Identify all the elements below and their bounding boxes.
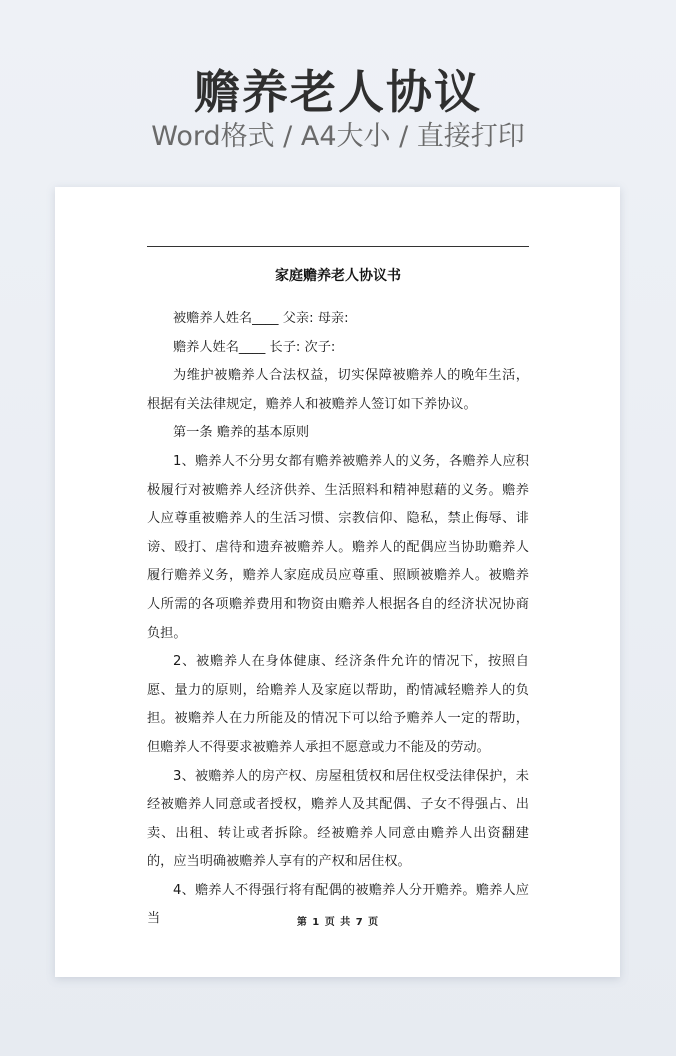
article-heading: 第一条 赡养的基本原则 bbox=[173, 425, 310, 441]
banner-subtitle: Word格式 / A4大小 / 直接打印 bbox=[151, 121, 525, 152]
paragraph-supported-name: 被赡养人姓名____ 父亲: 母亲: bbox=[173, 311, 349, 326]
document-page bbox=[55, 187, 620, 977]
banner-title: 赡养老人协议 bbox=[194, 65, 482, 119]
document-body bbox=[147, 305, 529, 934]
clause-1: 1、赡养人不分男女都有赡养被赡养人的义务，各赡养人应积极履行对被赡养人经济供养、生活照料和精神慰藉的义务。赡养人应尊重被赡养人的生活习惯、宗教信仰、隐私，禁止侮辱、诽谤、殴打、虐待和遗弃被赡养人。赡养人的配偶应当协助赡养人履行赡养义务，赡养人家庭成员应尊重、照顾被赡养人。被赡养人所需的各项赡养费用和物资由赡养人根据各自的经济状况协商负担。 bbox=[147, 453, 529, 641]
document-title: 家庭赡养老人协议书 bbox=[275, 268, 401, 284]
clause-3: 3、被赡养人的房产权、房屋租赁权和居住权受法律保护，未经被赡养人同意或者授权，赡养人及其配偶、子女不得强占、出卖、出租、转让或者拆除。经被赡养人同意由赡养人出资翻建的，应当明确被赡养人享有的产权和居住权。 bbox=[147, 768, 529, 870]
header-rule bbox=[147, 246, 529, 247]
paragraph-supporter-name: 赡养人姓名____ 长子: 次子: bbox=[173, 339, 336, 355]
clause-4: 4、赡养人不得强行将有配偶的被赡养人分开赡养。赡养人应当 bbox=[147, 882, 529, 927]
paragraph-preamble: 为维护被赡养人合法权益，切实保障被赡养人的晚年生活，根据有关法律规定，赡养人和被赡养人签订如下养协议。 bbox=[147, 368, 529, 412]
page-number: 第 1 页 共 7 页 bbox=[296, 917, 380, 928]
clause-2: 2、被赡养人在身体健康、经济条件允许的情况下，按照自愿、量力的原则，给赡养人及家庭以帮助，酌情减轻赡养人的负担。被赡养人在力所能及的情况下可以给予赡养人一定的帮助，但赡养人不得要求被赡养人承担不愿意或力不能及的劳动。 bbox=[147, 654, 529, 755]
